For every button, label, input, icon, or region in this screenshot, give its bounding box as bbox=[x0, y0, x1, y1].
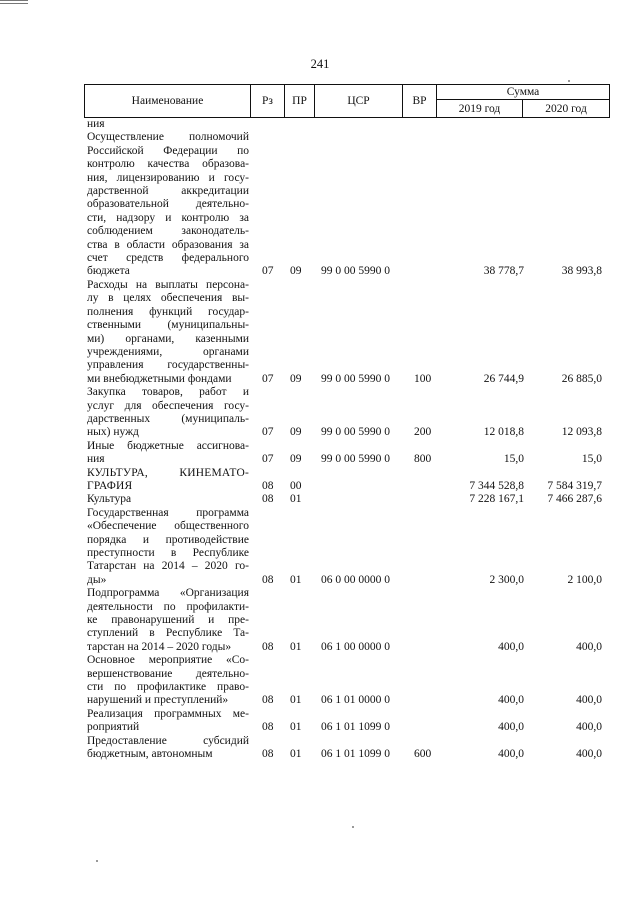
row-name-line: Подпрограмма «Организация bbox=[87, 587, 249, 600]
row-name-line: роприятий bbox=[87, 721, 140, 734]
header-sum: Сумма bbox=[437, 85, 610, 100]
header-year-2019: 2019 год bbox=[437, 100, 523, 118]
budget-table-body bbox=[84, 118, 609, 762]
row-sum-2019: 2 300,0 bbox=[489, 573, 524, 586]
row-name-line: Татарстан на 2014 – 2020 го- bbox=[87, 560, 249, 573]
page-number: 241 bbox=[310, 57, 330, 71]
row-name bbox=[84, 507, 249, 587]
header-csr: ЦСР bbox=[315, 85, 403, 118]
header-vr: ВР bbox=[403, 85, 437, 118]
row-name-line: лу в целях обеспечения вы- bbox=[87, 292, 249, 305]
row-name-line: ми внебюджетными фондами bbox=[87, 372, 232, 385]
row-sum-2020: 400,0 bbox=[576, 721, 602, 734]
row-name bbox=[84, 654, 249, 708]
row-sum-2019: 15,0 bbox=[503, 453, 524, 466]
row-csr: 06 1 01 0000 0 bbox=[321, 694, 390, 707]
row-sum-2020: 38 993,8 bbox=[561, 265, 602, 278]
row-name-line: деятельности по профилакти- bbox=[87, 600, 249, 613]
row-name-line: ми) органами, казенными bbox=[87, 332, 249, 345]
row-name-line: счет средств федерального bbox=[87, 252, 249, 265]
row-vr: 800 bbox=[414, 453, 432, 466]
row-csr: 99 0 00 5990 0 bbox=[321, 265, 390, 278]
row-pr: 01 bbox=[290, 721, 302, 734]
row-sum-2019: 400,0 bbox=[498, 748, 524, 761]
row-csr: 06 0 00 0000 0 bbox=[321, 573, 390, 586]
row-sum-2020: 400,0 bbox=[576, 748, 602, 761]
row-sum-2019: 400,0 bbox=[498, 640, 524, 653]
row-csr: 99 0 00 5990 0 bbox=[321, 426, 390, 439]
row-pr: 09 bbox=[290, 265, 302, 278]
row-name-line: Российской Федерации по bbox=[87, 144, 249, 157]
row-pr: 09 bbox=[290, 453, 302, 466]
row-sum-2020: 400,0 bbox=[576, 640, 602, 653]
row-name-line: Государственная программа bbox=[87, 506, 249, 519]
scan-corner-mark bbox=[0, 0, 28, 6]
row-name-line: тарстан на 2014 – 2020 годы» bbox=[87, 640, 232, 653]
row-name bbox=[84, 440, 249, 467]
table-row bbox=[84, 507, 609, 587]
row-sum-2020: 7 466 287,6 bbox=[547, 493, 602, 506]
row-pr: 00 bbox=[290, 479, 302, 492]
row-sum-2019: 400,0 bbox=[498, 721, 524, 734]
row-name-line: порядка и противодействие bbox=[87, 533, 249, 546]
row-sum-2020: 400,0 bbox=[576, 694, 602, 707]
row-vr: 100 bbox=[414, 372, 432, 385]
row-pr: 01 bbox=[290, 493, 302, 506]
row-sum-2019: 38 778,7 bbox=[483, 265, 524, 278]
row-name-line: Предоставление субсидий bbox=[87, 734, 249, 747]
row-sum-2020: 7 584 319,7 bbox=[547, 479, 602, 492]
row-name-line: ния bbox=[87, 118, 105, 130]
row-sum-2019: 400,0 bbox=[498, 694, 524, 707]
row-name-line: сти, надзору и контролю за bbox=[87, 211, 249, 224]
table-row bbox=[84, 587, 609, 654]
row-csr: 99 0 00 5990 0 bbox=[321, 453, 390, 466]
row-rz: 07 bbox=[262, 265, 274, 278]
row-sum-2020: 12 093,8 bbox=[561, 426, 602, 439]
row-pr: 01 bbox=[290, 640, 302, 653]
row-name-line: ГРАФИЯ bbox=[87, 479, 133, 492]
row-name-line: услуг для обеспечения госу- bbox=[87, 399, 249, 412]
row-name bbox=[84, 493, 249, 506]
row-name-line: ния bbox=[87, 453, 105, 466]
table-row bbox=[84, 654, 609, 708]
row-name-line: бюджета bbox=[87, 265, 130, 278]
row-rz: 08 bbox=[262, 479, 274, 492]
row-rz: 08 bbox=[262, 573, 274, 586]
row-vr: 200 bbox=[414, 426, 432, 439]
row-name-line: полнения функций государ- bbox=[87, 305, 249, 318]
row-name bbox=[84, 467, 249, 494]
row-name-line: Основное мероприятие «Со- bbox=[87, 654, 249, 667]
row-name-line: дарственной аккредитации bbox=[87, 185, 249, 198]
row-name-line: ния, лицензированию и госу- bbox=[87, 171, 249, 184]
row-name-line: дарственных (муниципаль- bbox=[87, 412, 249, 425]
row-rz: 08 bbox=[262, 493, 274, 506]
row-name-line: КУЛЬТУРА, КИНЕМАТО- bbox=[87, 466, 249, 479]
row-name-line: Осуществление полномочий bbox=[87, 131, 249, 144]
row-name-line: бюджетным, автономным bbox=[87, 748, 213, 761]
row-name-line: контролю качества образова- bbox=[87, 158, 249, 171]
row-pr: 09 bbox=[290, 426, 302, 439]
row-sum-2020: 26 885,0 bbox=[561, 372, 602, 385]
row-csr: 06 1 01 1099 0 bbox=[321, 748, 390, 761]
row-rz: 07 bbox=[262, 426, 274, 439]
row-vr: 600 bbox=[414, 748, 432, 761]
row-sum-2019: 7 344 528,8 bbox=[469, 479, 524, 492]
row-name-line: образовательной деятельно- bbox=[87, 198, 249, 211]
table-row bbox=[84, 279, 609, 386]
row-sum-2020: 2 100,0 bbox=[567, 573, 602, 586]
row-name-line: преступности в Республике bbox=[87, 547, 249, 559]
table-row bbox=[84, 708, 609, 735]
row-csr: 06 1 00 0000 0 bbox=[321, 640, 390, 653]
row-name-line: Реализация программных ме- bbox=[87, 707, 249, 720]
row-name-line: «Обеспечение общественного bbox=[87, 520, 249, 533]
row-name-line: нарушений и преступлений» bbox=[87, 694, 229, 707]
row-pr: 01 bbox=[290, 573, 302, 586]
row-name-line: Иные бюджетные ассигнова- bbox=[87, 439, 249, 452]
table-header bbox=[84, 84, 610, 118]
row-name bbox=[84, 118, 249, 131]
header-name: Наименование bbox=[85, 85, 251, 118]
row-name bbox=[84, 279, 249, 386]
row-name bbox=[84, 587, 249, 654]
table-row bbox=[84, 386, 609, 440]
row-name-line: ственными (муниципальны- bbox=[87, 319, 249, 332]
scan-speck bbox=[352, 826, 354, 828]
row-name-line: Расходы на выплаты персона- bbox=[87, 278, 249, 291]
row-rz: 08 bbox=[262, 748, 274, 761]
table-row bbox=[84, 118, 609, 131]
row-name-line: Закупка товаров, работ и bbox=[87, 386, 249, 399]
header-year-2020: 2020 год bbox=[523, 100, 610, 118]
header-pr: ПР bbox=[285, 85, 315, 118]
row-name bbox=[84, 386, 249, 440]
scan-speck bbox=[568, 80, 570, 82]
table-row bbox=[84, 735, 609, 762]
row-sum-2020: 15,0 bbox=[581, 453, 602, 466]
row-csr: 99 0 00 5990 0 bbox=[321, 372, 390, 385]
scan-speck bbox=[96, 860, 98, 862]
row-rz: 07 bbox=[262, 372, 274, 385]
row-name-line: сти по профилактике право- bbox=[87, 681, 249, 694]
row-name-line: ке правонарушений и пре- bbox=[87, 614, 249, 627]
table-row bbox=[84, 493, 609, 506]
row-name-line: учреждениями, органами bbox=[87, 345, 249, 358]
row-name-line: ступлений в Республике Та- bbox=[87, 627, 249, 640]
row-name bbox=[84, 735, 249, 762]
table-row bbox=[84, 467, 609, 494]
table-row bbox=[84, 440, 609, 467]
row-name bbox=[84, 131, 249, 278]
row-rz: 08 bbox=[262, 640, 274, 653]
header-rz: Рз bbox=[251, 85, 285, 118]
row-rz: 08 bbox=[262, 721, 274, 734]
row-pr: 01 bbox=[290, 748, 302, 761]
row-name bbox=[84, 708, 249, 735]
row-name-line: ды» bbox=[87, 573, 107, 586]
row-sum-2019: 12 018,8 bbox=[483, 426, 524, 439]
table-row bbox=[84, 131, 609, 278]
row-rz: 08 bbox=[262, 694, 274, 707]
row-name-line: управления государственны- bbox=[87, 359, 249, 372]
row-sum-2019: 7 228 167,1 bbox=[469, 493, 524, 506]
row-pr: 01 bbox=[290, 694, 302, 707]
row-name-line: Культура bbox=[87, 493, 132, 506]
row-name-line: вершенствование деятельно- bbox=[87, 667, 249, 680]
row-name-line: ства в области образования за bbox=[87, 238, 249, 251]
row-sum-2019: 26 744,9 bbox=[483, 372, 524, 385]
row-name-line: соблюдением законодатель- bbox=[87, 225, 249, 238]
row-csr: 06 1 01 1099 0 bbox=[321, 721, 390, 734]
row-name-line: ных) нужд bbox=[87, 426, 139, 439]
row-rz: 07 bbox=[262, 453, 274, 466]
row-pr: 09 bbox=[290, 372, 302, 385]
